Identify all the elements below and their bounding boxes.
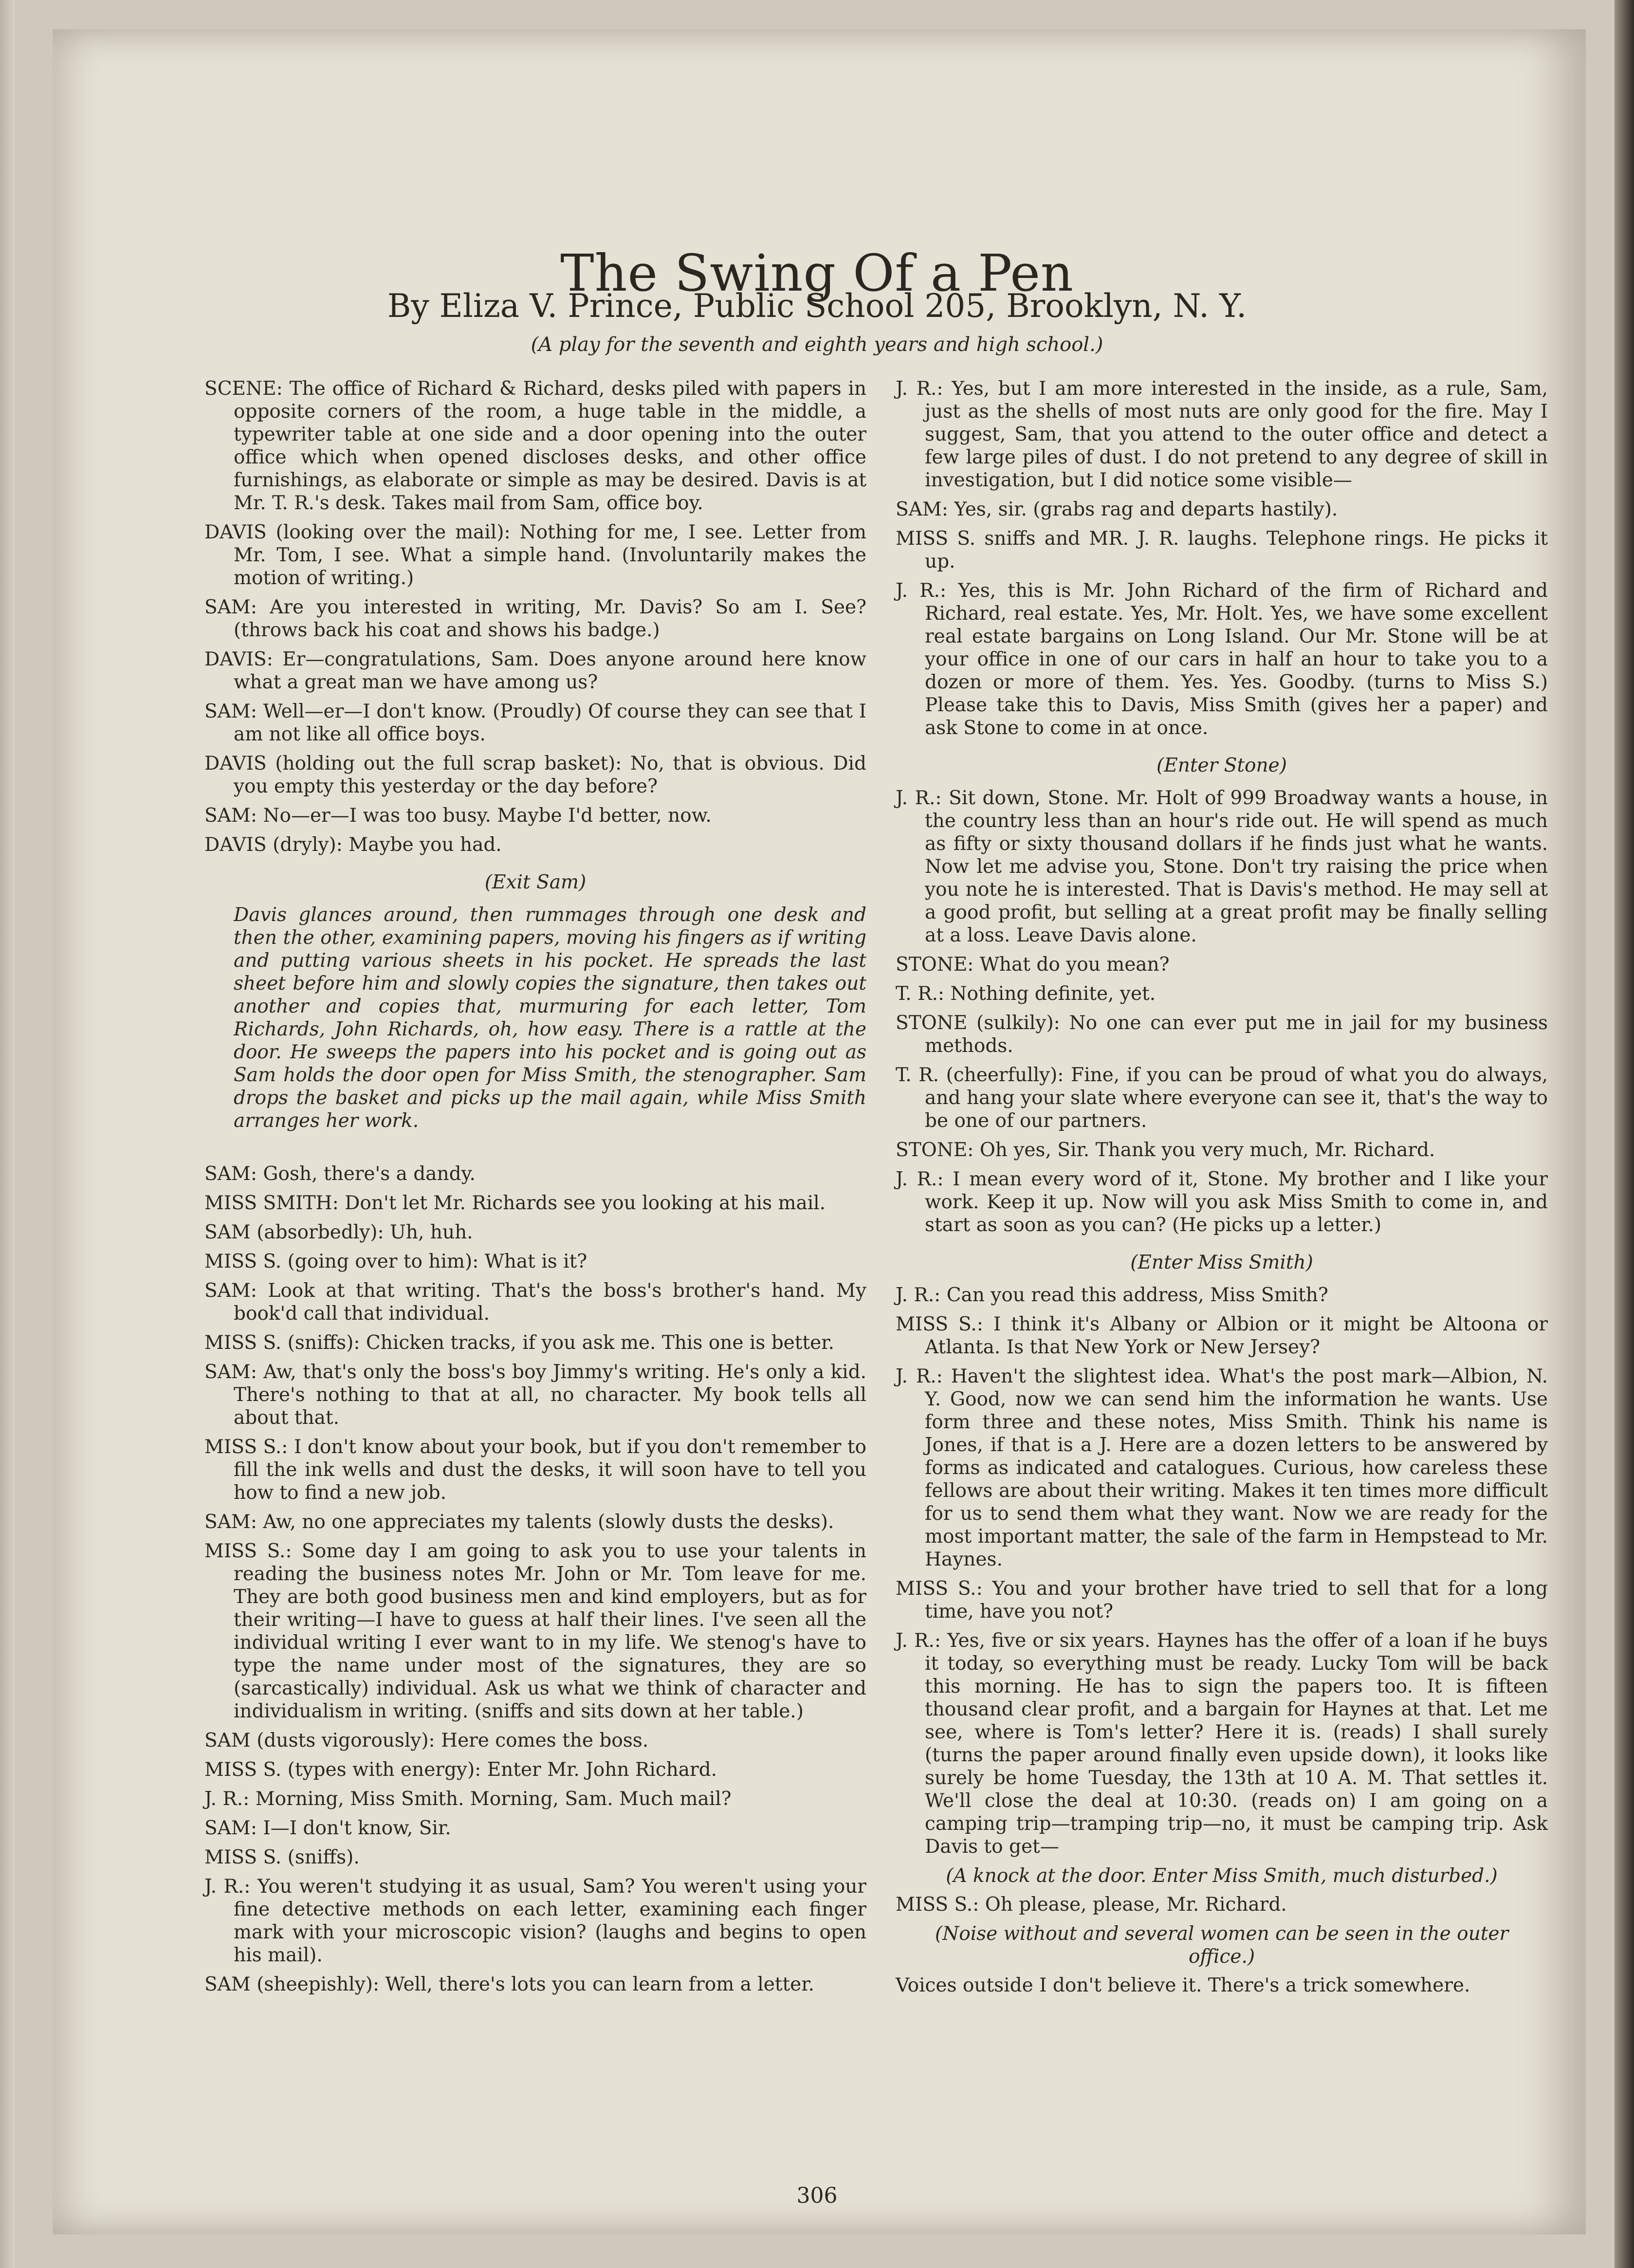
- dialogue-line: MISS S. sniffs and MR. J. R. laughs. Telephone rings. He picks it up.: [896, 528, 1548, 572]
- dialogue-line: J. R.: I mean every word of it, Stone. My brother and I like your work. Keep it up. Now will you ask Miss Smith to come in, and start as soon as you can? (He picks up a letter.): [896, 1168, 1548, 1236]
- dialogue-line: J. R.: Yes, but I am more interested in the inside, as a rule, Sam, just as the shells of most nuts are only good for the fire. May I suggest, Sam, that you attend to the outer office and detect a few large piles of dust. I do not pretend to any degree of skill in investigation, but I did notice some visible—: [896, 378, 1548, 491]
- stage-direction: (Enter Miss Smith): [1130, 1252, 1313, 1273]
- dialogue-line: MISS S. (sniffs).: [204, 1846, 360, 1868]
- dialogue-line: SAM: Look at that writing. That's the boss's brother's hand. My book'd call that individual.: [204, 1280, 866, 1325]
- dialogue-line: MISS S.: Oh please, please, Mr. Richard.: [896, 1894, 1287, 1916]
- dialogue-line: MISS S.: I think it's Albany or Albion or it might be Altoona or Atlanta. Is that New York or New Jersey?: [896, 1313, 1548, 1358]
- dialogue-line: J. R.: Yes, this is Mr. John Richard of the firm of Richard and Richard, real estate. Yes, Mr. Holt. Yes, we have some excellent real estate bargains on Long Island. Our Mr. Stone will be at your office in one of our cars in half an hour to take you to a dozen or more of them. Yes. Yes. Goodby. (turns to Miss S.) Please take this to Davis, Miss Smith (gives her a paper) and ask Stone to come in at once.: [896, 580, 1548, 739]
- dialogue-line: SAM (absorbedly): Uh, huh.: [204, 1221, 473, 1243]
- dialogue-line: DAVIS (dryly): Maybe you had.: [204, 834, 502, 856]
- dialogue-line: J. R.: Morning, Miss Smith. Morning, Sam. Much mail?: [204, 1788, 732, 1810]
- dialogue-line: SAM (sheepishly): Well, there's lots you can learn from a letter.: [204, 1973, 814, 1995]
- article-title: The Swing Of a Pen: [560, 243, 1074, 303]
- author-byline: By Eliza V. Prince, Public School 205, Brooklyn, N. Y.: [387, 287, 1247, 325]
- dialogue-line: J. R.: Can you read this address, Miss Smith?: [896, 1284, 1328, 1306]
- scene-description: SCENE: The office of Richard & Richard, desks piled with papers in opposite corners of the room, a huge table in the middle, a typewriter table at one side and a door opening into the outer office which when opened discloses desks, and other office furnishings, as elaborate or simple as may be desired. Davis is at Mr. T. R.'s desk. Takes mail from Sam, office boy.: [204, 378, 866, 514]
- dialogue-line: SAM: Gosh, there's a dandy.: [204, 1163, 476, 1185]
- dialogue-line: J. R.: Sit down, Stone. Mr. Holt of 999 Broadway wants a house, in the country less than an hour's ride out. He will spend as much as fifty or sixty thousand dollars if he finds just what he wants. Now let me advise you, Stone. Don't try raising the price when you note he is interested. That is Davis's method. He may sell at a good profit, but selling at a great profit may be finally selling at a loss. Leave Davis alone.: [896, 787, 1548, 946]
- stage-direction: (Enter Stone): [1157, 755, 1287, 776]
- dialogue-line: SAM: Are you interested in writing, Mr. Davis? So am I. See? (throws back his coat and shows his badge.): [204, 596, 866, 641]
- stage-direction: (Exit Sam): [484, 871, 587, 893]
- dialogue-line: SAM: I—I don't know, Sir.: [204, 1817, 451, 1839]
- dialogue-line: MISS SMITH: Don't let Mr. Richards see you looking at his mail.: [204, 1192, 826, 1214]
- dialogue-line: MISS S. (going over to him): What is it?: [204, 1251, 588, 1272]
- dialogue-line: SAM: Aw, that's only the boss's boy Jimmy's writing. He's only a kid. There's nothing to that at all, no character. My book tells all about that.: [204, 1361, 866, 1429]
- dialogue-line: SAM: Yes, sir. (grabs rag and departs hastily).: [896, 498, 1338, 520]
- dialogue-line: SAM (dusts vigorously): Here comes the boss.: [204, 1730, 649, 1752]
- dialogue-line: MISS S.: Some day I am going to ask you to use your talents in reading the business notes Mr. John or Mr. Tom leave for me. They are both good business men and kind employers, but as for their writing—I have to guess at half their lines. I've seen all the individual writing I ever want to in my life. We stenog's have to type the name under most of the signatures, they are so (sarcastically) individual. Ask us what we think of character and individualism in writing. (sniffs and sits down at her table.): [204, 1540, 866, 1722]
- dialogue-line: J. R.: Yes, five or six years. Haynes has the offer of a loan if he buys it today, so everything must be ready. Lucky Tom will be back this morning. He has to sign the papers too. It is fifteen thousand clear profit, and a bargain for Haynes at that. Let me see, where is Tom's letter? Here it is. (reads) I shall surely (turns the paper around finally even upside down), it looks like surely be home Tuesday, the 13th at 10 A. M. That settles it. We'll close the deal at 10:30. (reads on) I am going on a camping trip—tramping trip—no, it must be camping trip. Ask Davis to get—: [896, 1630, 1548, 1858]
- dialogue-line: SAM: Well—er—I don't know. (Proudly) Of course they can see that I am not like all office boys.: [204, 701, 866, 745]
- dialogue-line: MISS S.: You and your brother have tried to sell that for a long time, have you not?: [896, 1578, 1548, 1623]
- dialogue-line: Voices outside I don't believe it. There's a trick somewhere.: [896, 1974, 1470, 1996]
- dialogue-line: DAVIS (looking over the mail): Nothing for me, I see. Letter from Mr. Tom, I see. What a simple hand. (Involuntarily makes the motion of writing.): [204, 521, 866, 589]
- dialogue-line: SAM: Aw, no one appreciates my talents (slowly dusts the desks).: [204, 1511, 834, 1533]
- stage-direction: (A knock at the door. Enter Miss Smith, much disturbed.): [946, 1865, 1498, 1887]
- dialogue-line: STONE: What do you mean?: [896, 954, 1170, 976]
- dialogue-line: STONE: Oh yes, Sir. Thank you very much, Mr. Richard.: [896, 1139, 1435, 1161]
- dialogue-line: T. R. (cheerfully): Fine, if you can be proud of what you do always, and hang your slate where everyone can see it, that's the way to be one of our partners.: [896, 1064, 1548, 1132]
- stage-direction: (Noise without and several women can be seen in the outer office.): [935, 1923, 1509, 1968]
- dialogue-line: J. R.: You weren't studying it as usual, Sam? You weren't using your fine detective methods on each letter, examining each finger mark with your microscopic vision? (laughs and begins to open his mail).: [204, 1876, 866, 1966]
- dialogue-line: SAM: No—er—I was too busy. Maybe I'd better, now.: [204, 805, 712, 827]
- dialogue-line: STONE (sulkily): No one can ever put me in jail for my business methods.: [896, 1012, 1548, 1057]
- left-column: [204, 377, 866, 2002]
- dialogue-line: J. R.: Haven't the slightest idea. What's the post mark—Albion, N. Y. Good, now we can send him the information he wants. Use form three and these notes, Miss Smith. Think his name is Jones, if that is a J. Here are a dozen letters to be answered by forms as indicated and catalogues. Curious, how careless these fellows are about their writing. Makes it ten times more difficult for us to send them what they want. Now we are ready for the most important matter, the sale of the farm in Hempstead to Mr. Haynes.: [896, 1365, 1548, 1570]
- dialogue-line: DAVIS (holding out the full scrap basket): No, that is obvious. Did you empty this yesterday or the day before?: [204, 753, 866, 797]
- dialogue-line: MISS S. (sniffs): Chicken tracks, if you ask me. This one is better.: [204, 1332, 834, 1354]
- dialogue-line: T. R.: Nothing definite, yet.: [896, 983, 1156, 1005]
- dialogue-line: DAVIS: Er—congratulations, Sam. Does anyone around here know what a great man we have among us?: [204, 648, 866, 693]
- dialogue-line: MISS S. (types with energy): Enter Mr. John Richard.: [204, 1759, 717, 1781]
- subtitle: (A play for the seventh and eighth years and high school.): [531, 333, 1103, 356]
- right-column: [896, 377, 1548, 2003]
- dialogue-line: MISS S.: I don't know about your book, but if you don't remember to fill the ink wells and dust the desks, it will soon have to tell you how to find a new job.: [204, 1436, 866, 1504]
- stage-direction-block: Davis glances around, then rummages through one desk and then the other, examining papers, moving his fingers as if writing and putting various sheets in his pocket. He spreads the last sheet before him and slowly copies the signature, then takes out another and copies that, murmuring for each letter, Tom Richards, John Richards, oh, how easy. There is a rattle at the door. He sweeps the papers into his pocket and is going out as Sam holds the door open for Miss Smith, the stenographer. Sam drops the basket and picks up the mail again, while Miss Smith arranges her work.: [234, 904, 866, 1132]
- page-number: 306: [796, 2183, 838, 2208]
